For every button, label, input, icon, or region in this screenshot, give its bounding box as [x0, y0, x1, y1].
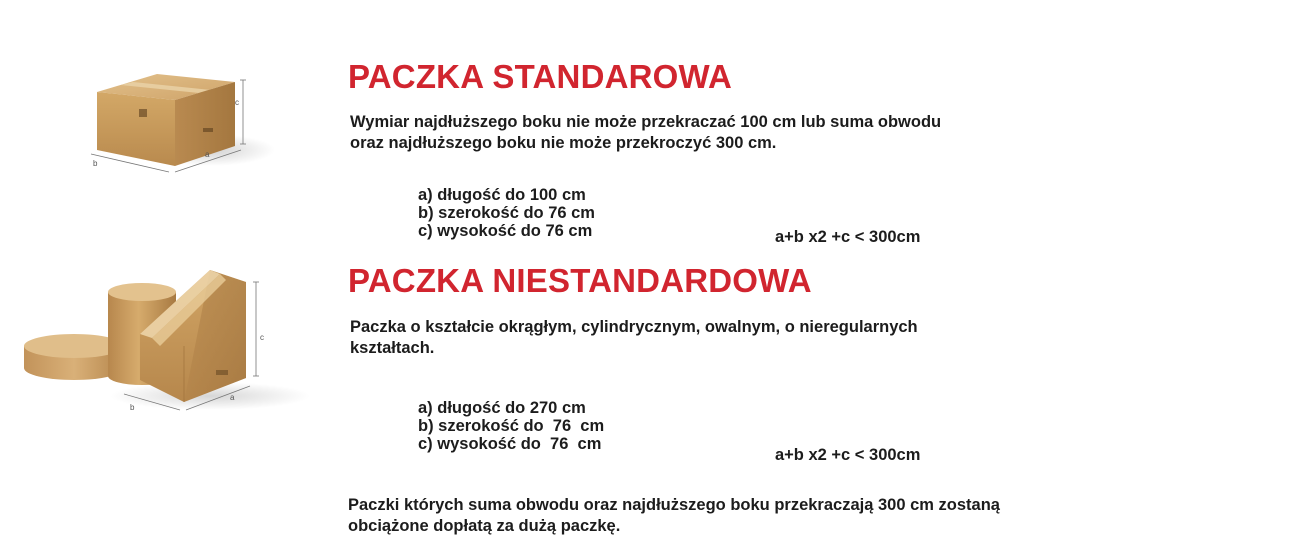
standard-description-line-2: oraz najdłuższego boku nie może przekroczyć 300 cm.: [350, 134, 777, 152]
nonstandard-dim-b-label: b: [130, 403, 135, 412]
standard-spec-width: b) szerokość do 76 cm: [418, 204, 595, 222]
nonstandard-dim-a-label: a: [230, 393, 235, 402]
nonstandard-title: PACZKA NIESTANDARDOWA: [348, 262, 812, 299]
standard-dim-b-label: b: [93, 159, 98, 168]
standard-dim-c-label: c: [235, 98, 239, 107]
nonstandard-description: [350, 317, 1110, 359]
nonstandard-description-line-1: Paczka o kształcie okrągłym, cylindrycznym, owalnym, o nieregularnych: [350, 318, 918, 336]
nonstandard-dim-c-label: c: [260, 333, 264, 342]
nonstandard-parcels-illustration: [20, 268, 320, 418]
nonstandard-spec-length: a) długość do 270 cm: [418, 399, 586, 417]
oversize-surcharge-note: [348, 495, 1248, 537]
nonstandard-formula: a+b x2 +c < 300cm: [775, 446, 921, 464]
footer-line-2: obciążone dopłatą za dużą paczkę.: [348, 517, 621, 535]
footer-line-1: Paczki których suma obwodu oraz najdłuższego boku przekraczają 300 cm zostaną: [348, 496, 1000, 514]
standard-title: PACZKA STANDAROWA: [348, 58, 733, 95]
nonstandard-spec-height: c) wysokość do 76 cm: [418, 435, 602, 453]
standard-box-illustration: [75, 68, 275, 178]
standard-dim-a-label: a: [205, 150, 210, 159]
standard-description: [350, 112, 1110, 154]
standard-formula: a+b x2 +c < 300cm: [775, 228, 921, 246]
nonstandard-specs-list: [418, 399, 604, 453]
standard-spec-height: c) wysokość do 76 cm: [418, 222, 593, 240]
nonstandard-description-line-2: kształtach.: [350, 339, 435, 357]
standard-spec-length: a) długość do 100 cm: [418, 186, 586, 204]
standard-description-line-1: Wymiar najdłuższego boku nie może przekraczać 100 cm lub suma obwodu: [350, 113, 942, 131]
standard-specs-list: [418, 186, 595, 240]
nonstandard-spec-width: b) szerokość do 76 cm: [418, 417, 605, 435]
